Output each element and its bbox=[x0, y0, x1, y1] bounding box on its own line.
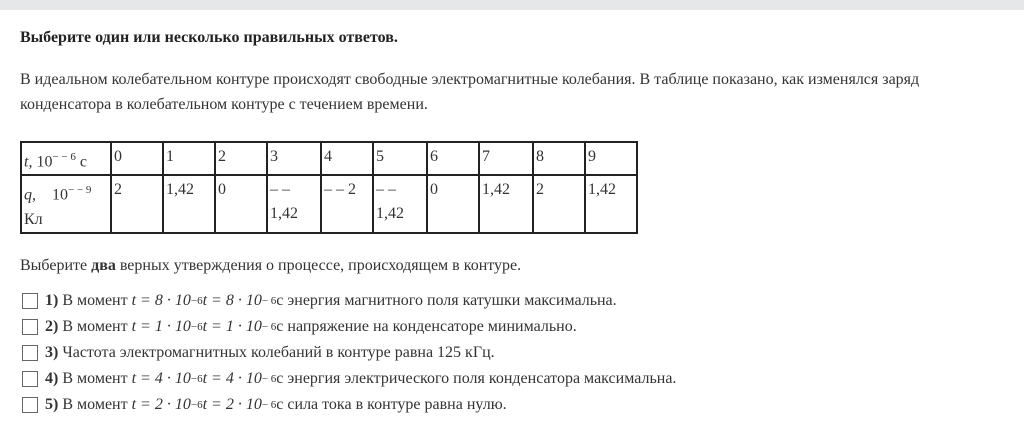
table-cell: 0 bbox=[427, 175, 479, 232]
table-cell: 1 bbox=[163, 142, 215, 175]
answer-option-5[interactable]: 5) В момент t = 2 · 10 −6 t = 2 · 10 − 6 с сила тока в контуре равна нулю. bbox=[22, 394, 507, 416]
question-heading: Выберите один или несколько правильных ответов. bbox=[20, 29, 398, 46]
table-cell: 1,42 bbox=[479, 175, 533, 232]
table-cell: 2 bbox=[215, 142, 267, 175]
table-cell: 2 bbox=[111, 175, 163, 232]
table-row-charge bbox=[21, 175, 637, 232]
table-cell: – – 1,42 bbox=[373, 175, 427, 232]
table-cell: 8 bbox=[533, 142, 585, 175]
table-cell: 0 bbox=[215, 175, 267, 232]
table-cell: 0 bbox=[111, 142, 163, 175]
table-cell: – – 1,42 bbox=[267, 175, 321, 232]
charge-header-cell: q, $10^{- - 9}$ Кл bbox=[21, 175, 111, 232]
table-cell: 7 bbox=[479, 142, 533, 175]
time-header-cell: t, $10^{- - 6}$ с bbox=[21, 142, 111, 175]
question-text: В идеальном колебательном контуре происходят свободные электромагнитные колебания. В таблице показано, как изменялся заряд конденсатора в колебательном контуре с течением времени. bbox=[20, 71, 920, 113]
table-row-time bbox=[21, 142, 637, 175]
answer-checkbox[interactable] bbox=[22, 319, 38, 335]
instruction-text: Выберите два верных утверждения о процессе, происходящем в контуре. bbox=[20, 257, 522, 274]
answer-checkbox[interactable] bbox=[22, 293, 38, 309]
answer-checkbox[interactable] bbox=[22, 345, 38, 361]
table-cell: 4 bbox=[321, 142, 373, 175]
answer-option-1[interactable]: 1) В момент t = 8 · 10 −6 t = 8 · 10 − 6 с энергия магнитного поля катушки максимальна. bbox=[22, 290, 617, 312]
table-cell: 2 bbox=[533, 175, 585, 232]
answer-option-3[interactable]: 3) Частота электромагнитных колебаний в контуре равна 125 кГц. bbox=[22, 342, 495, 364]
table-cell: 1,42 bbox=[163, 175, 215, 232]
answer-checkbox[interactable] bbox=[22, 371, 38, 387]
table-cell: 3 bbox=[267, 142, 321, 175]
table-cell: 5 bbox=[373, 142, 427, 175]
answer-option-2[interactable]: 2) В момент t = 1 · 10 −6 t = 1 · 10 − 6 с напряжение на конденсаторе минимально. bbox=[22, 316, 577, 338]
table-cell: – – 2 bbox=[321, 175, 373, 232]
answer-checkbox[interactable] bbox=[22, 397, 38, 413]
table-cell: 6 bbox=[427, 142, 479, 175]
table-cell: 9 bbox=[585, 142, 637, 175]
charge-table bbox=[20, 141, 638, 234]
answer-option-4[interactable]: 4) В момент t = 4 · 10 −6 t = 4 · 10 − 6 с энергия электрического поля конденсатора максимальна. bbox=[22, 368, 676, 390]
top-bar bbox=[0, 0, 1024, 10]
table-cell: 1,42 bbox=[585, 175, 637, 232]
